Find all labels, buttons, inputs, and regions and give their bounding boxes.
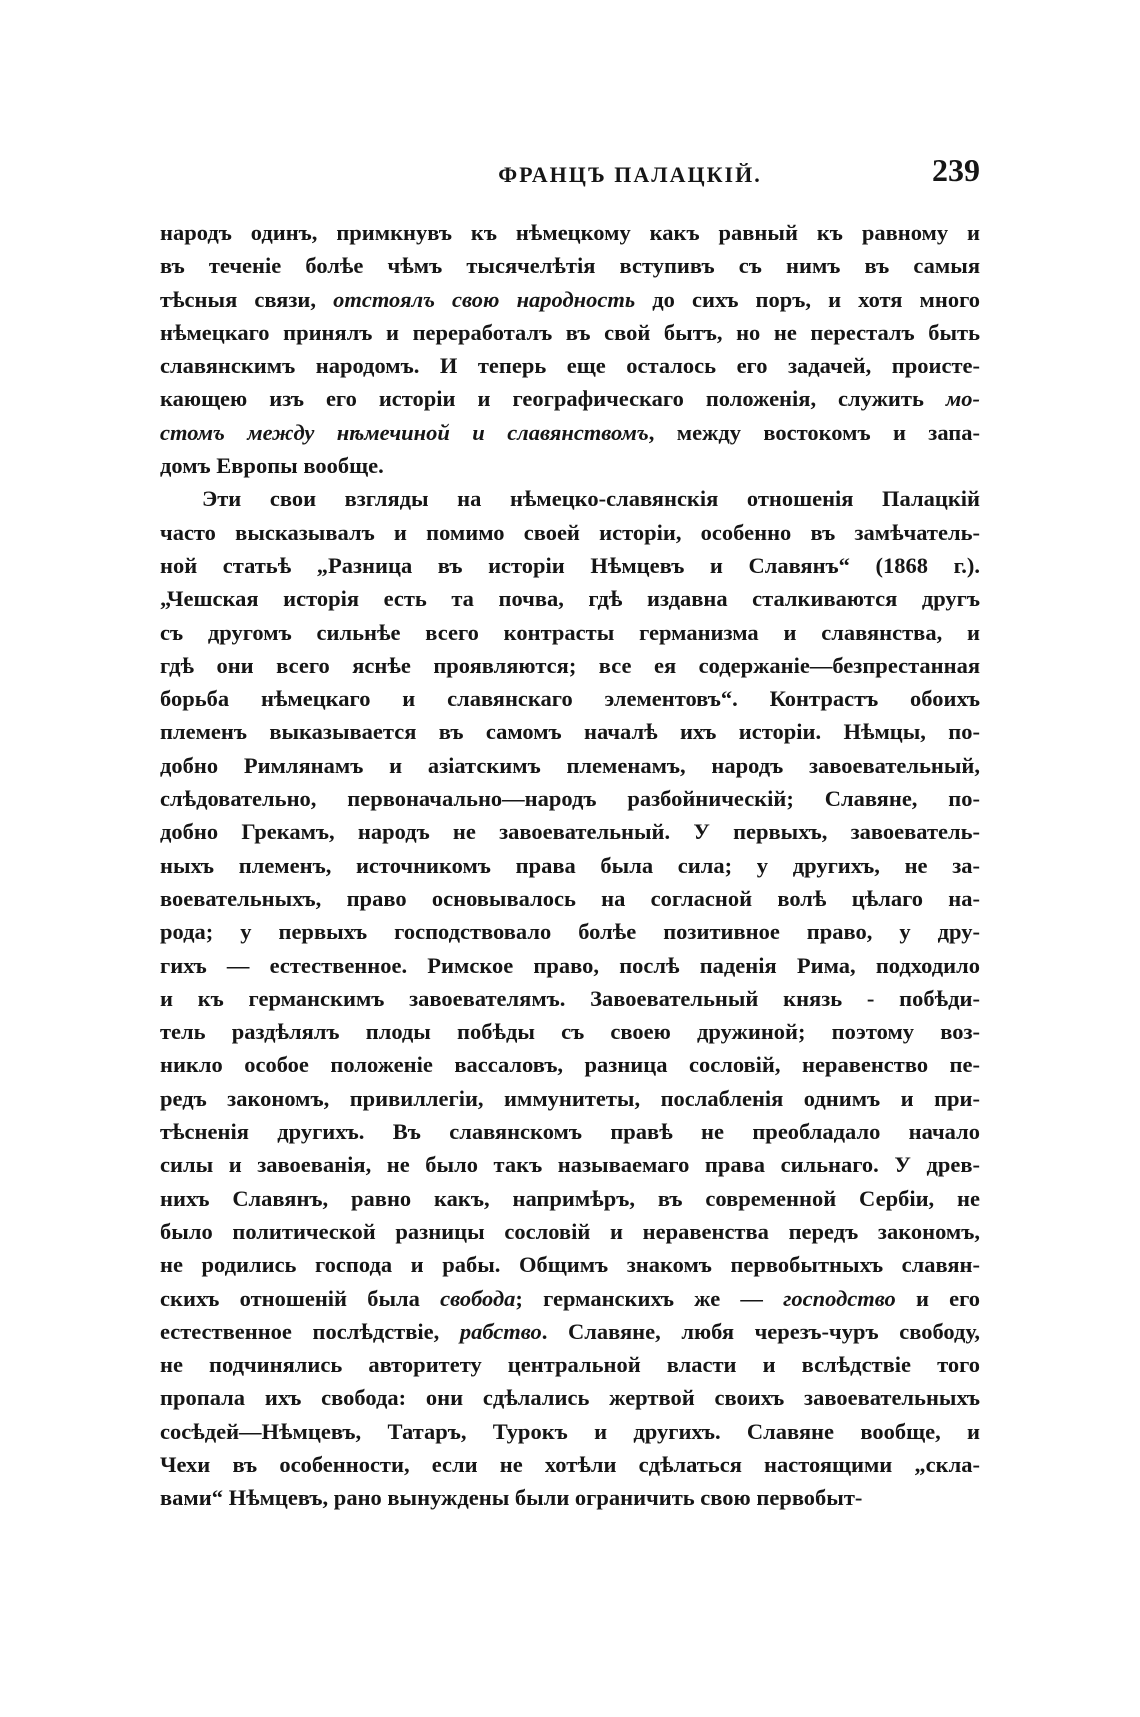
text-segment: нихъ Славянъ, равно какъ, напримѣръ, въ современной Сербіи, не xyxy=(160,1185,980,1211)
text-segment: и къ германскимъ завоевателямъ. Завоевательный князь - побѣди- xyxy=(160,985,980,1011)
text-line xyxy=(160,1115,980,1148)
text-line xyxy=(160,283,980,316)
text-segment: , между востокомъ и запа- xyxy=(648,419,980,445)
text-segment: редъ закономъ, привиллегіи, иммунитеты, послабленія однимъ и при- xyxy=(160,1085,980,1111)
text-segment: славянскимъ народомъ. И теперь еще осталось его задачей, происте- xyxy=(160,353,980,379)
text-segment: „Чешская исторія есть та почва, гдѣ издавна сталкиваются другъ xyxy=(160,586,980,612)
text-line xyxy=(160,1381,980,1414)
text-segment: нѣмецкаго принялъ и переработалъ въ свой бытъ, но не пересталъ быть xyxy=(160,319,980,345)
text-segment: ; германскихъ же — xyxy=(515,1285,784,1311)
text-segment: тѣсненія другихъ. Въ славянскомъ правѣ не преобладало начало xyxy=(160,1119,980,1145)
text-line xyxy=(160,982,980,1015)
text-line xyxy=(160,1415,980,1448)
text-line xyxy=(160,1248,980,1281)
text-line xyxy=(160,582,980,615)
text-segment: сосѣдей—Нѣмцевъ, Татаръ, Турокъ и другихъ. Славяне вообще, и xyxy=(160,1418,980,1444)
text-segment: въ теченіе болѣе чѣмъ тысячелѣтія вступивъ съ нимъ въ самыя xyxy=(160,253,980,279)
text-segment: рода; у первыхъ господствовало болѣе позитивное право, у дру- xyxy=(160,919,980,945)
text-line xyxy=(160,349,980,382)
italic-text: рабство xyxy=(459,1318,542,1344)
text-line xyxy=(160,815,980,848)
text-segment: пропала ихъ свобода: они сдѣлались жертвой своихъ завоевательныхъ xyxy=(160,1385,980,1411)
text-line xyxy=(160,249,980,282)
text-segment: Эти свои взгляды на нѣмецко-славянскія отношенія Палацкій xyxy=(202,486,980,512)
text-line xyxy=(160,1182,980,1215)
text-segment: воевательныхъ, право основывалось на согласной волѣ цѣлаго на- xyxy=(160,885,980,911)
text-line xyxy=(160,882,980,915)
text-line xyxy=(160,549,980,582)
text-line xyxy=(160,1082,980,1115)
text-segment: скихъ отношеній была xyxy=(160,1285,441,1311)
text-segment: часто высказывалъ и помимо своей исторіи, особенно въ замѣчатель- xyxy=(160,519,980,545)
text-line xyxy=(160,316,980,349)
text-line xyxy=(160,1315,980,1348)
text-line xyxy=(160,649,980,682)
text-line xyxy=(160,1348,980,1381)
text-segment: гдѣ они всего яснѣе проявляются; все ея содержаніе—безпрестанная xyxy=(160,652,980,678)
text-segment: борьба нѣмецкаго и славянскаго элементовъ“. Контрастъ обоихъ xyxy=(160,686,980,712)
page-number: 239 xyxy=(932,152,980,188)
text-line xyxy=(160,715,980,748)
text-line xyxy=(160,1215,980,1248)
italic-text: стомъ между нѣмечиной и славянствомъ xyxy=(160,419,649,445)
text-segment: было политической разницы сословій и неравенства передъ закономъ, xyxy=(160,1218,980,1244)
text-line xyxy=(160,782,980,815)
text-line xyxy=(160,382,980,415)
body-text xyxy=(160,216,980,1515)
text-segment: племенъ выказывается въ самомъ началѣ ихъ исторіи. Нѣмцы, по- xyxy=(160,719,980,745)
text-segment: народъ одинъ, примкнувъ къ нѣмецкому какъ равный къ равному и xyxy=(160,220,980,245)
text-segment: Чехи въ особенности, если не хотѣли сдѣлаться настоящими „скла- xyxy=(160,1451,980,1477)
text-line xyxy=(160,516,980,549)
text-line xyxy=(160,1481,980,1514)
text-segment: вами“ Нѣмцевъ, рано вынуждены были ограничить свою первобыт- xyxy=(160,1485,863,1511)
text-segment: ной статьѣ „Разница въ исторіи Нѣмцевъ и Славянъ“ (1868 г.). xyxy=(160,552,980,578)
text-segment: тель раздѣлялъ плоды побѣды съ своею дружиной; поэтому воз- xyxy=(160,1019,980,1045)
running-title: ФРАНЦЪ ПАЛАЦКІЙ. xyxy=(498,162,762,187)
text-segment: до сихъ поръ, и хотя много xyxy=(635,286,980,312)
text-line xyxy=(160,1448,980,1481)
text-segment: . Славяне, любя черезъ-чуръ свободу, xyxy=(541,1318,980,1344)
text-segment: съ другомъ сильнѣе всего контрасты германизма и славянства, и xyxy=(160,619,980,645)
text-segment: слѣдовательно, первоначально—народъ разбойническій; Славяне, по- xyxy=(160,786,980,812)
text-segment: добно Грекамъ, народъ не завоевательный. У первыхъ, завоеватель- xyxy=(160,819,980,845)
text-line xyxy=(160,1015,980,1048)
running-head xyxy=(160,152,980,196)
text-line xyxy=(160,849,980,882)
text-segment: гихъ — естественное. Римское право, послѣ паденія Рима, подходило xyxy=(160,952,980,978)
text-line xyxy=(160,416,980,449)
italic-text: свобода xyxy=(440,1285,516,1311)
text-segment: и его xyxy=(895,1285,980,1311)
text-line xyxy=(160,1148,980,1181)
text-segment: не родились господа и рабы. Общимъ знакомъ первобытныхъ славян- xyxy=(160,1252,980,1278)
text-line xyxy=(160,216,980,249)
text-line xyxy=(160,949,980,982)
text-line xyxy=(160,1282,980,1315)
text-line xyxy=(160,915,980,948)
text-segment: кающею изъ его исторіи и географическаго положенія, служить xyxy=(160,386,946,412)
text-line xyxy=(160,482,980,515)
italic-text: мо- xyxy=(945,386,980,412)
text-segment: домъ Европы вообще. xyxy=(160,453,384,479)
text-line xyxy=(160,1048,980,1081)
italic-text: господство xyxy=(783,1285,896,1311)
text-segment: никло особое положеніе вассаловъ, разница сословій, неравенство пе- xyxy=(160,1052,980,1078)
text-segment: тѣсныя связи, xyxy=(160,286,334,312)
text-segment: добно Римлянамъ и азіатскимъ племенамъ, народъ завоевательный, xyxy=(160,752,980,778)
text-line xyxy=(160,749,980,782)
text-line xyxy=(160,682,980,715)
text-segment: не подчинялись авторитету центральной власти и вслѣдствіе того xyxy=(160,1352,980,1378)
text-segment: силы и завоеванія, не было такъ называемаго права сильнаго. У древ- xyxy=(160,1152,980,1178)
italic-text: отстоялъ свою народность xyxy=(333,286,636,312)
text-line xyxy=(160,449,980,482)
text-segment: естественное послѣдствіе, xyxy=(160,1318,460,1344)
text-line xyxy=(160,616,980,649)
text-segment: ныхъ племенъ, источникомъ права была сила; у другихъ, не за- xyxy=(160,852,980,878)
